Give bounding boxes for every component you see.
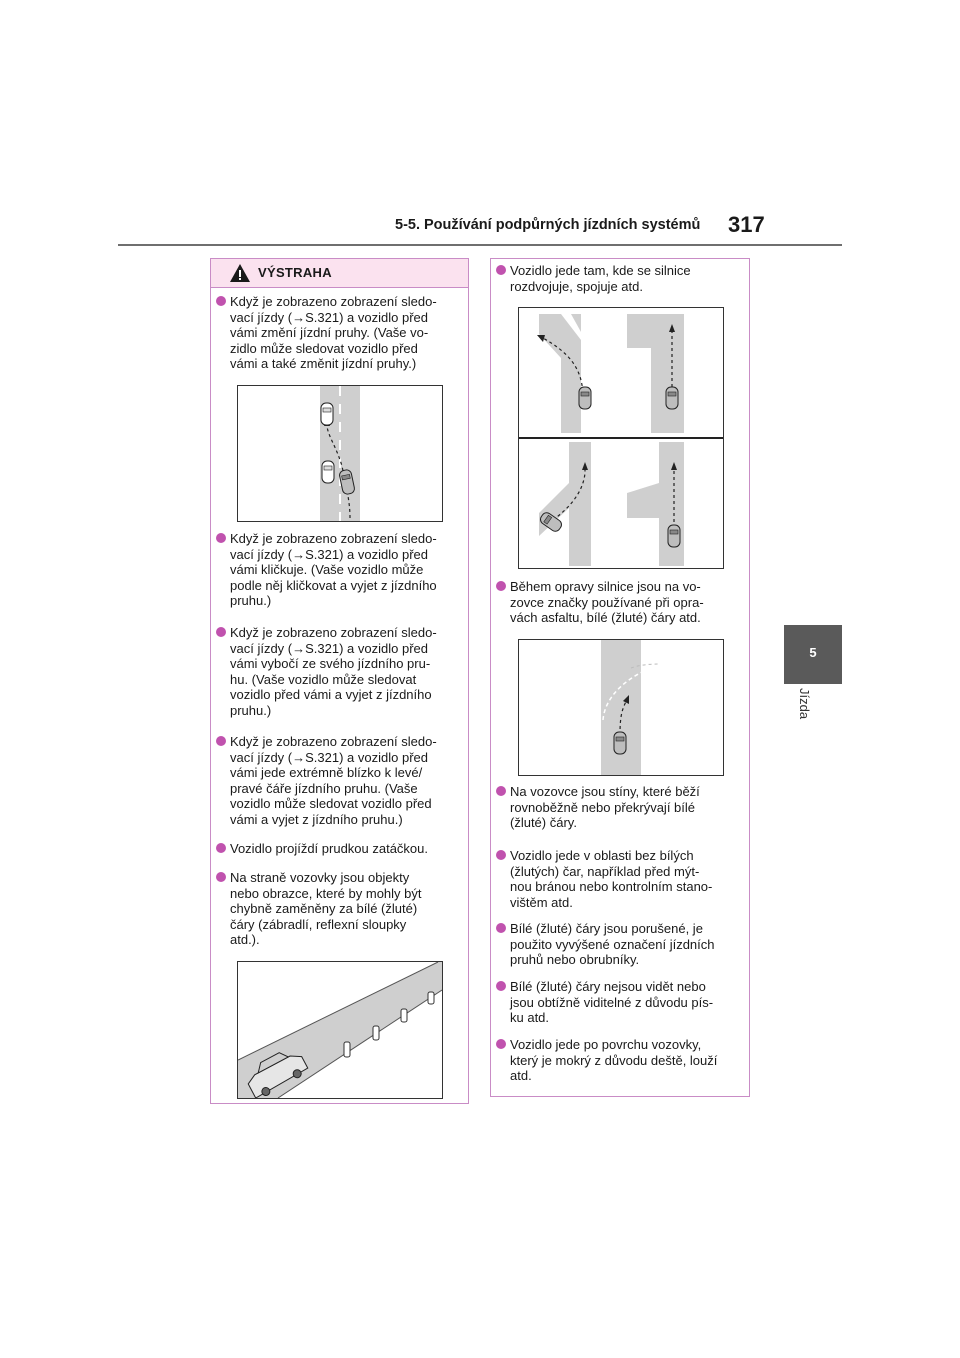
chapter-tab: 5 [784, 625, 842, 684]
bullet-dot-icon [496, 1039, 506, 1049]
list-item-text: Když je zobrazeno zobrazení sledo- vací jízdy (→S.321) a vozidlo před vámi kličkuje. (Vaše vozidlo může podle něj kličkovat a vyjet z jízdního pruhu.) [230, 531, 437, 608]
list-item-text: Na straně vozovky jsou objekty nebo obrazce, které by mohly být chybně zaměněny za bílé (žluté) čáry (zábradlí, reflexní sloupky atd.). [230, 870, 422, 947]
list-item [216, 841, 466, 857]
figure-roadside-posts [237, 961, 443, 1099]
bullet-dot-icon [216, 872, 226, 882]
list-item [496, 848, 746, 910]
list-item [216, 531, 466, 609]
list-item-text: Když je zobrazeno zobrazení sledo- vací jízdy (→S.321) a vozidlo před vámi jede extrémně blízko k levé/ pravé čáře jízdního pruhu. (Vaše vozidlo může sledovat vozidlo před vámi a vyjet z jízdního pruhu.) [230, 734, 437, 827]
list-item [216, 625, 466, 718]
bullet-dot-icon [496, 581, 506, 591]
list-item [216, 734, 466, 827]
warning-title: VÝSTRAHA [258, 265, 332, 280]
list-item [496, 579, 746, 626]
list-item [216, 294, 466, 372]
figure-road-split-merge [518, 307, 724, 569]
list-item [496, 263, 746, 294]
bullet-dot-icon [496, 786, 506, 796]
list-item [496, 921, 746, 968]
list-item-text: Bílé (žluté) čáry jsou porušené, je použito vyvýšené označení jízdních pruhů nebo obrubníky. [510, 921, 715, 967]
list-item-text: Vozidlo jede v oblasti bez bílých (žlutých) čar, například před mýt- nou bránou nebo kontrolním stano- vištěm atd. [510, 848, 713, 910]
list-item-text: Když je zobrazeno zobrazení sledo- vací jízdy (→S.321) a vozidlo před vámi vybočí ze svého jízdního pru- hu. (Vaše vozidlo může sledovat vozidlo před vámi a vyjet z jízdního pruhu.) [230, 625, 437, 718]
header-rule [118, 244, 842, 246]
warning-box [210, 258, 469, 1104]
list-item-text: Když je zobrazeno zobrazení sledo- vací jízdy (→S.321) a vozidlo před vámi změní jízdní pruhy. (Vaše vo- zidlo může sledovat vozidlo před vámi a také změnit jízdní pruhy.) [230, 294, 437, 371]
page-number: 317 [728, 212, 765, 237]
list-item [496, 1037, 746, 1084]
bullet-dot-icon [496, 981, 506, 991]
list-item [216, 870, 466, 948]
warning-header [211, 259, 468, 288]
figure-road-repair-marks [518, 639, 724, 776]
bullet-dot-icon [216, 736, 226, 746]
bullet-dot-icon [496, 850, 506, 860]
figure-lane-change [237, 385, 443, 522]
bullet-dot-icon [496, 923, 506, 933]
list-item-text: Vozidlo projíždí prudkou zatáčkou. [230, 841, 429, 856]
list-item-text: Bílé (žluté) čáry nejsou vidět nebo jsou obtížně viditelné z důvodu pís- ku atd. [510, 979, 714, 1025]
bullet-dot-icon [496, 265, 506, 275]
bullet-dot-icon [216, 296, 226, 306]
list-item [496, 979, 746, 1026]
conditions-box [490, 258, 750, 1097]
list-item-text: Na vozovce jsou stíny, které běží rovnoběžně nebo překrývají bílé (žluté) čáry. [510, 784, 700, 830]
section-title: 5-5. Používání podpůrných jízdních systémů [395, 217, 701, 233]
list-item-text: Vozidlo jede tam, kde se silnice rozdvojuje, spojuje atd. [510, 263, 691, 294]
list-item-text: Během opravy silnice jsou na vo- zovce značky používané při opra- vách asfaltu, bílé (žluté) čáry atd. [510, 579, 704, 625]
chapter-label: Jízda [797, 688, 812, 720]
bullet-dot-icon [216, 843, 226, 853]
list-item [496, 784, 746, 831]
bullet-dot-icon [216, 627, 226, 637]
bullet-dot-icon [216, 533, 226, 543]
list-item-text: Vozidlo jede po povrchu vozovky, který je mokrý z důvodu deště, louží atd. [510, 1037, 718, 1083]
warning-triangle-icon [229, 263, 251, 283]
